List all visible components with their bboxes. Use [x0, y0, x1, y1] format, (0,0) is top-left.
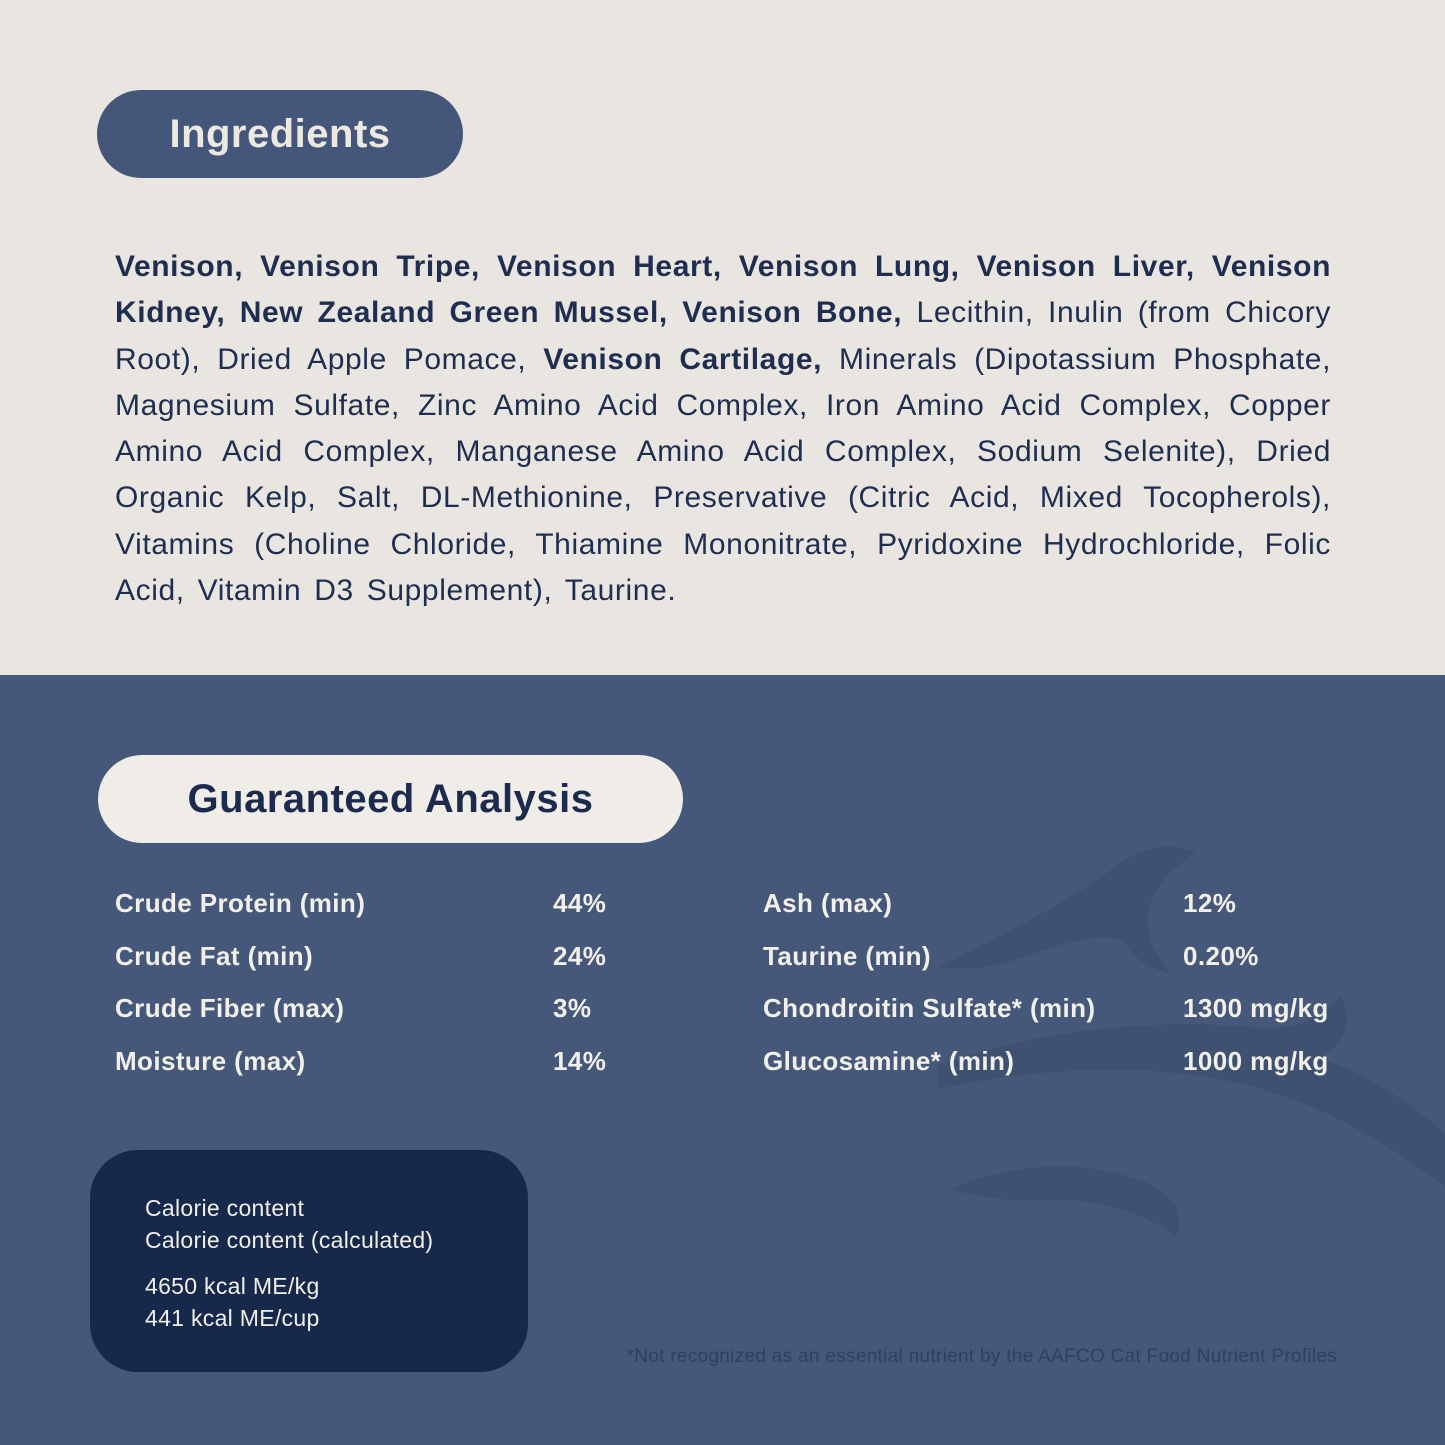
ingredients-section: [0, 0, 1445, 675]
row-label: Crude Fiber (max): [115, 993, 345, 1023]
calorie-title-line: Calorie content: [145, 1195, 305, 1221]
row-label: Chondroitin Sulfate* (min): [763, 993, 1096, 1023]
ingredients-segment-regular-1: Lecithin, Inulin (from Chicory Root), Dried Apple Pomace,: [115, 296, 1332, 376]
row-label: Glucosamine* (min): [763, 1045, 1015, 1076]
row-value: 24%: [553, 940, 607, 971]
guaranteed-analysis-heading: Guaranteed Analysis: [187, 776, 594, 821]
table-row: [115, 888, 735, 941]
calorie-value-line: 441 kcal ME/cup: [145, 1305, 320, 1331]
calorie-content-values: [145, 1270, 498, 1334]
row-value: 0.20%: [1183, 940, 1259, 971]
table-row: [763, 888, 1403, 941]
row-label: Moisture (max): [115, 1045, 306, 1076]
guaranteed-analysis-section: [0, 675, 1445, 1445]
row-label: Taurine (min): [763, 940, 931, 971]
ingredients-paragraph: [115, 244, 1331, 614]
calorie-content-titles: [145, 1192, 498, 1256]
ingredients-segment-regular-2: Minerals (Dipotassium Phosphate, Magnesium Sulfate, Zinc Amino Acid Complex, Iron Amino Acid Complex, Copper Amino Acid Complex, Manganese Amino Acid Complex, Sodium Selenite), Dried Organic Kelp, Salt, DL-Methionine, Preservative (Citric Acid, Mixed Tocopherols), Vitamins (Choline Chloride, Thiamine Mononitrate, Pyridoxine Hydrochloride, Folic Acid, Vitamin D3 Supplement), Taurine.: [115, 342, 1332, 608]
analysis-table-left-column: [115, 888, 735, 1098]
row-value: 1000 mg/kg: [1183, 1045, 1329, 1076]
row-label: Crude Protein (min): [115, 888, 366, 918]
row-value: 44%: [553, 888, 607, 918]
table-row: [115, 993, 735, 1046]
table-row: [763, 993, 1403, 1046]
calorie-title-line: Calorie content (calculated): [145, 1227, 434, 1253]
row-value: 3%: [553, 993, 592, 1023]
table-row: [115, 1046, 735, 1099]
row-value: 14%: [553, 1045, 607, 1076]
guaranteed-analysis-heading-pill: [98, 755, 683, 843]
table-row: [763, 941, 1403, 994]
ingredients-segment-bold-2: Venison Cartilage,: [543, 342, 823, 376]
ingredients-segment-bold-1: Venison, Venison Tripe, Venison Heart, Venison Lung, Venison Liver, Venison Kidney, New Zealand Green Mussel, Venison Bone,: [115, 250, 1331, 330]
calorie-value-line: 4650 kcal ME/kg: [145, 1273, 320, 1299]
table-row: [763, 1046, 1403, 1099]
table-row: [115, 941, 735, 994]
row-label: Ash (max): [763, 888, 893, 918]
row-label: Crude Fat (min): [115, 940, 314, 971]
ingredients-heading-pill: [97, 90, 463, 178]
row-value: 12%: [1183, 888, 1237, 918]
analysis-table-right-column: [763, 888, 1403, 1098]
ingredients-heading: Ingredients: [169, 111, 391, 156]
wave-stroke-bottom: [950, 1167, 1179, 1237]
row-value: 1300 mg/kg: [1183, 993, 1329, 1023]
calorie-content-box: [90, 1150, 528, 1372]
aafco-footnote: *Not recognized as an essential nutrient by the AAFCO Cat Food Nutrient Profiles: [626, 1346, 1337, 1367]
